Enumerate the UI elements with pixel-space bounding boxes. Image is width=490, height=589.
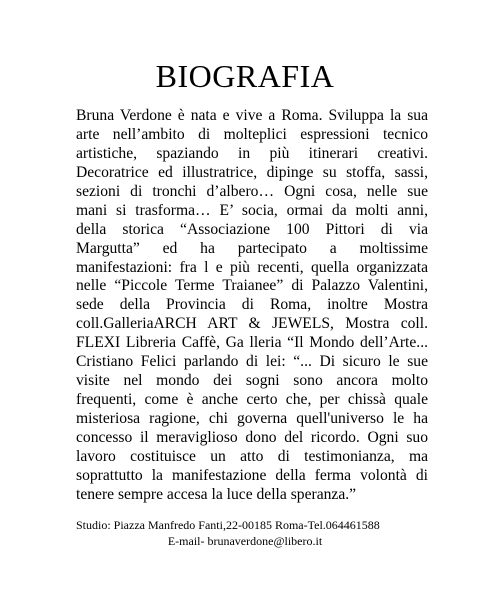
studio-address: Studio: Piazza Manfredo Fanti,22-00185 Roma-Tel.064461588 [76, 518, 380, 532]
page-title: BIOGRAFIA [155, 58, 335, 94]
biography-line: visite nel mondo dei sogni sono ancora molto [76, 372, 428, 390]
biography-line: tenere sempre accesa la luce della speranza.” [76, 485, 357, 503]
biography-line: Decoratrice ed illustratrice, dipinge su stoffa, sassi, [76, 163, 428, 181]
biography-line: frequenti, come è anche certo che, per chissà quale [76, 391, 428, 409]
biography-line: Margutta” ed ha partecipato a moltissime [76, 239, 428, 257]
biography-line: FLEXI Libreria Caffè, Ga lleria “Il Mondo dell’Arte... [76, 334, 428, 352]
biography-line: manifestazioni: fra l e più recenti, quella organizzata [76, 258, 428, 276]
biography-line: della storica “Associazione 100 Pittori di via [76, 220, 428, 238]
biography-line: soprattutto la manifestazione della ferma volontà di [76, 466, 428, 484]
biography-line: Cristiano Felici parlando di lei: “... Di sicuro le sue [76, 353, 428, 371]
biography-line: sezioni di tronchi d’albero… Ogni cosa, nelle sue [76, 182, 428, 200]
biography-line: coll.GalleriaARCH ART & JEWELS, Mostra coll. [76, 315, 428, 333]
contact-email: E-mail- brunaverdone@libero.it [167, 534, 323, 548]
biography-line: arte nell’ambito di molteplici espressioni tecnico [76, 125, 428, 143]
biography-text [76, 107, 428, 505]
biography-line: artistiche, spaziando in più itinerari creativi. [76, 144, 428, 162]
biography-line: Bruna Verdone è nata e vive a Roma. Sviluppa la sua [76, 107, 428, 124]
biography-line: mani si trasforma… E’ socia, ormai da molti anni, [76, 201, 428, 219]
biography-line: lavoro costituisce un atto di testimonianza, ma [76, 447, 428, 465]
biography-line: sede della Provincia di Roma, inoltre Mostra [76, 296, 428, 314]
biography-line: misteriosa ragione, chi governa quell'universo le ha [76, 410, 428, 427]
biography-line: concesso il meraviglioso dono del ricordo. Ogni suo [76, 428, 428, 446]
biography-line: nelle “Piccole Terme Traianee” di Palazzo Valentini, [76, 277, 428, 295]
